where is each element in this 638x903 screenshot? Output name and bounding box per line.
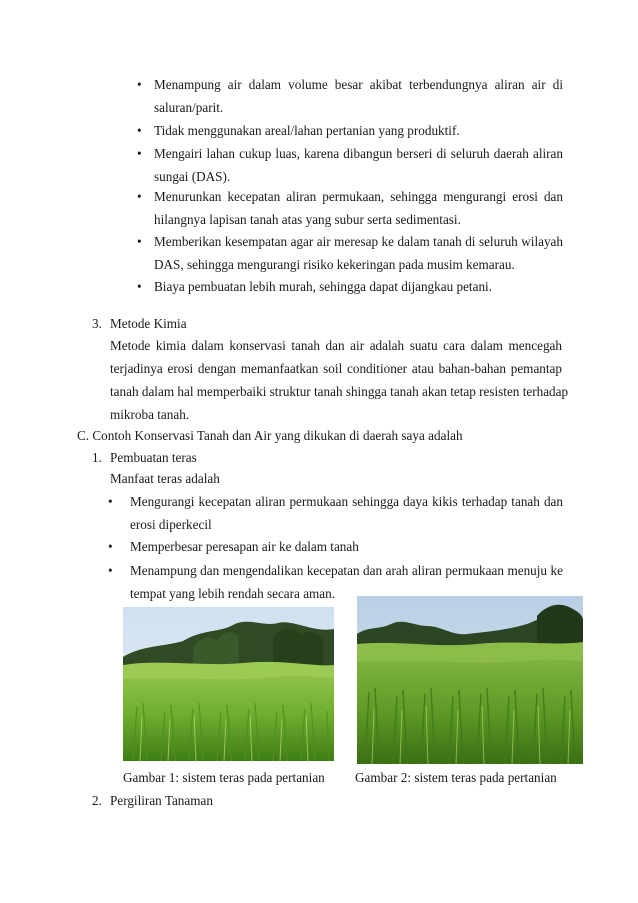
bullet-icon: •: [137, 77, 142, 92]
paragraph-line: mikroba tanah.: [110, 407, 190, 422]
bullet-icon: •: [137, 189, 142, 204]
section-title: Metode Kimia: [110, 316, 187, 331]
bullet-icon: •: [108, 494, 113, 509]
item-title: Pembuatan teras: [110, 450, 197, 465]
list-item-text: Menampung air dalam volume besar akibat terbendungnya aliran air di: [154, 77, 563, 92]
figure-caption-2: Gambar 2: sistem teras pada pertanian: [355, 770, 557, 785]
paragraph-line: Metode kimia dalam konservasi tanah dan air adalah suatu cara dalam mencegah: [110, 338, 562, 353]
item-number: 1.: [92, 450, 102, 465]
rice-terrace-photo-1: [123, 607, 334, 761]
section-heading: C. Contoh Konservasi Tanah dan Air yang dikukan di daerah saya adalah: [77, 428, 463, 443]
section-number: 3.: [92, 316, 102, 331]
bullet-icon: •: [137, 123, 142, 138]
bullet-icon: •: [137, 279, 142, 294]
rice-terrace-photo-2: [357, 596, 583, 764]
list-item-text: sungai (DAS).: [154, 169, 231, 184]
list-item-text: saluran/parit.: [154, 100, 224, 115]
paragraph-line: tanah dalam hal memperbaiki struktur tanah shingga tanah akan tetap resisten terhadap: [110, 384, 569, 399]
list-item-text: hilangnya lapisan tanah atas yang subur serta sedimentasi.: [154, 212, 461, 227]
item-title: Pergiliran Tanaman: [110, 793, 213, 808]
rice-field-image: [123, 607, 334, 761]
bullet-icon: •: [137, 234, 142, 249]
bullet-icon: •: [108, 539, 113, 554]
list-item-text: Menampung dan mengendalikan kecepatan dan arah aliran permukaan menuju ke: [130, 563, 563, 578]
paragraph: [110, 338, 569, 423]
list-item-text: Memberikan kesempatan agar air meresap ke dalam tanah di seluruh wilayah: [154, 234, 563, 249]
list-item-text: Biaya pembuatan lebih murah, sehingga dapat dijangkau petani.: [154, 279, 493, 294]
bullet-icon: •: [137, 146, 142, 161]
figure-caption-1: Gambar 1: sistem teras pada pertanian: [123, 770, 325, 785]
list-item-text: tempat yang lebih rendah secara aman.: [130, 586, 336, 601]
rice-field-image: [357, 596, 583, 764]
list-item-text: Menurunkan kecepatan aliran permukaan, sehingga mengurangi erosi dan: [154, 189, 563, 204]
list-item-text: Mengurangi kecepatan aliran permukaan sehingga daya kikis terhadap tanah dan: [130, 494, 563, 509]
paragraph-line: terjadinya erosi dengan memanfaatkan soil conditioner atau bahan-bahan pemantap: [110, 361, 562, 376]
bullet-icon: •: [108, 563, 113, 578]
list-item-text: erosi diperkecil: [130, 517, 212, 532]
list-item-text: DAS, sehingga mengurangi risiko kekeringan pada musim kemarau.: [154, 257, 515, 272]
list-item-text: Memperbesar peresapan air ke dalam tanah: [130, 539, 359, 554]
item-number: 2.: [92, 793, 102, 808]
list-item-text: Tidak menggunakan areal/lahan pertanian yang produktif.: [154, 123, 460, 138]
list-item-text: Mengairi lahan cukup luas, karena dibangun berseri di seluruh daerah aliran: [154, 146, 563, 161]
subheading: Manfaat teras adalah: [110, 471, 220, 486]
